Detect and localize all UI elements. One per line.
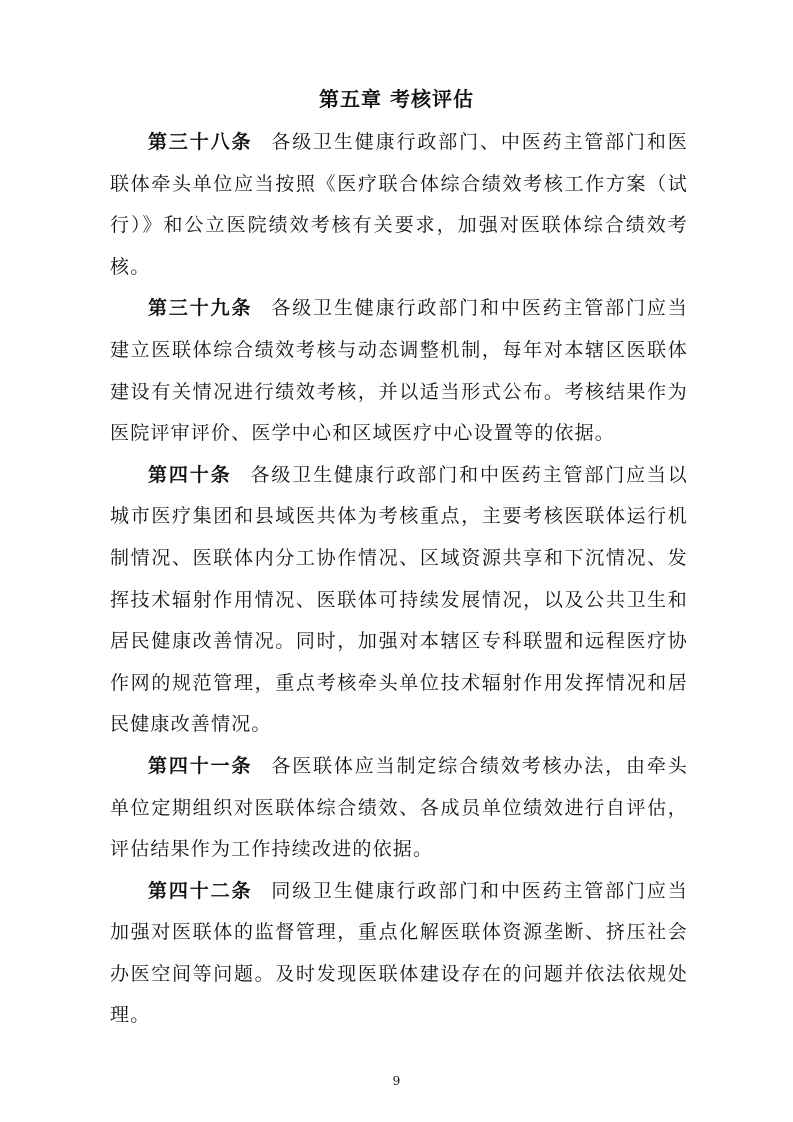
article-39 bbox=[110, 288, 688, 454]
article-text: 各级卫生健康行政部门和中医药主管部门应当建立医联体综合绩效考核与动态调整机制，每年对本辖区医联体建设有关情况进行绩效考核，并以适当形式公布。考核结果作为医院评审评价、医学中心和区域医疗中心设置等的依据。 bbox=[110, 297, 688, 445]
chapter-title: 第五章 考核评估 bbox=[319, 87, 474, 111]
article-number: 第三十九条 bbox=[148, 297, 253, 320]
article-text: 各级卫生健康行政部门、中医药主管部门和医联体牵头单位应当按照《医疗联合体综合绩效考核工作方案（试行）》和公立医院绩效考核有关要求，加强对医联体综合绩效考核。 bbox=[110, 131, 688, 278]
article-40 bbox=[110, 455, 688, 746]
article-text: 各医联体应当制定综合绩效考核办法，由牵头单位定期组织对医联体综合绩效、各成员单位绩效进行自评估，评估结果作为工作持续改进的依据。 bbox=[110, 754, 688, 861]
article-number: 第四十一条 bbox=[148, 754, 253, 777]
article-42 bbox=[110, 871, 688, 1037]
article-list bbox=[110, 122, 688, 1037]
article-41 bbox=[110, 746, 688, 871]
article-text: 同级卫生健康行政部门和中医药主管部门应当加强对医联体的监督管理，重点化解医联体资源垄断、挤压社会办医空间等问题。及时发现医联体建设存在的问题并依法依规处理。 bbox=[110, 879, 688, 1027]
article-38 bbox=[110, 122, 688, 288]
page-number: 9 bbox=[392, 1074, 401, 1088]
article-number: 第四十二条 bbox=[148, 879, 253, 902]
article-text: 各级卫生健康行政部门和中医药主管部门应当以城市医疗集团和县域医共体为考核重点，主要考核医联体运行机制情况、医联体内分工协作情况、区域资源共享和下沉情况、发挥技术辐射作用情况、医联体可持续发展情况，以及公共卫生和居民健康改善情况。同时，加强对本辖区专科联盟和远程医疗协作网的规范管理，重点考核牵头单位技术辐射作用发挥情况和居民健康改善情况。 bbox=[110, 463, 688, 736]
article-number: 第三十八条 bbox=[148, 131, 253, 153]
article-number: 第四十条 bbox=[148, 463, 232, 486]
